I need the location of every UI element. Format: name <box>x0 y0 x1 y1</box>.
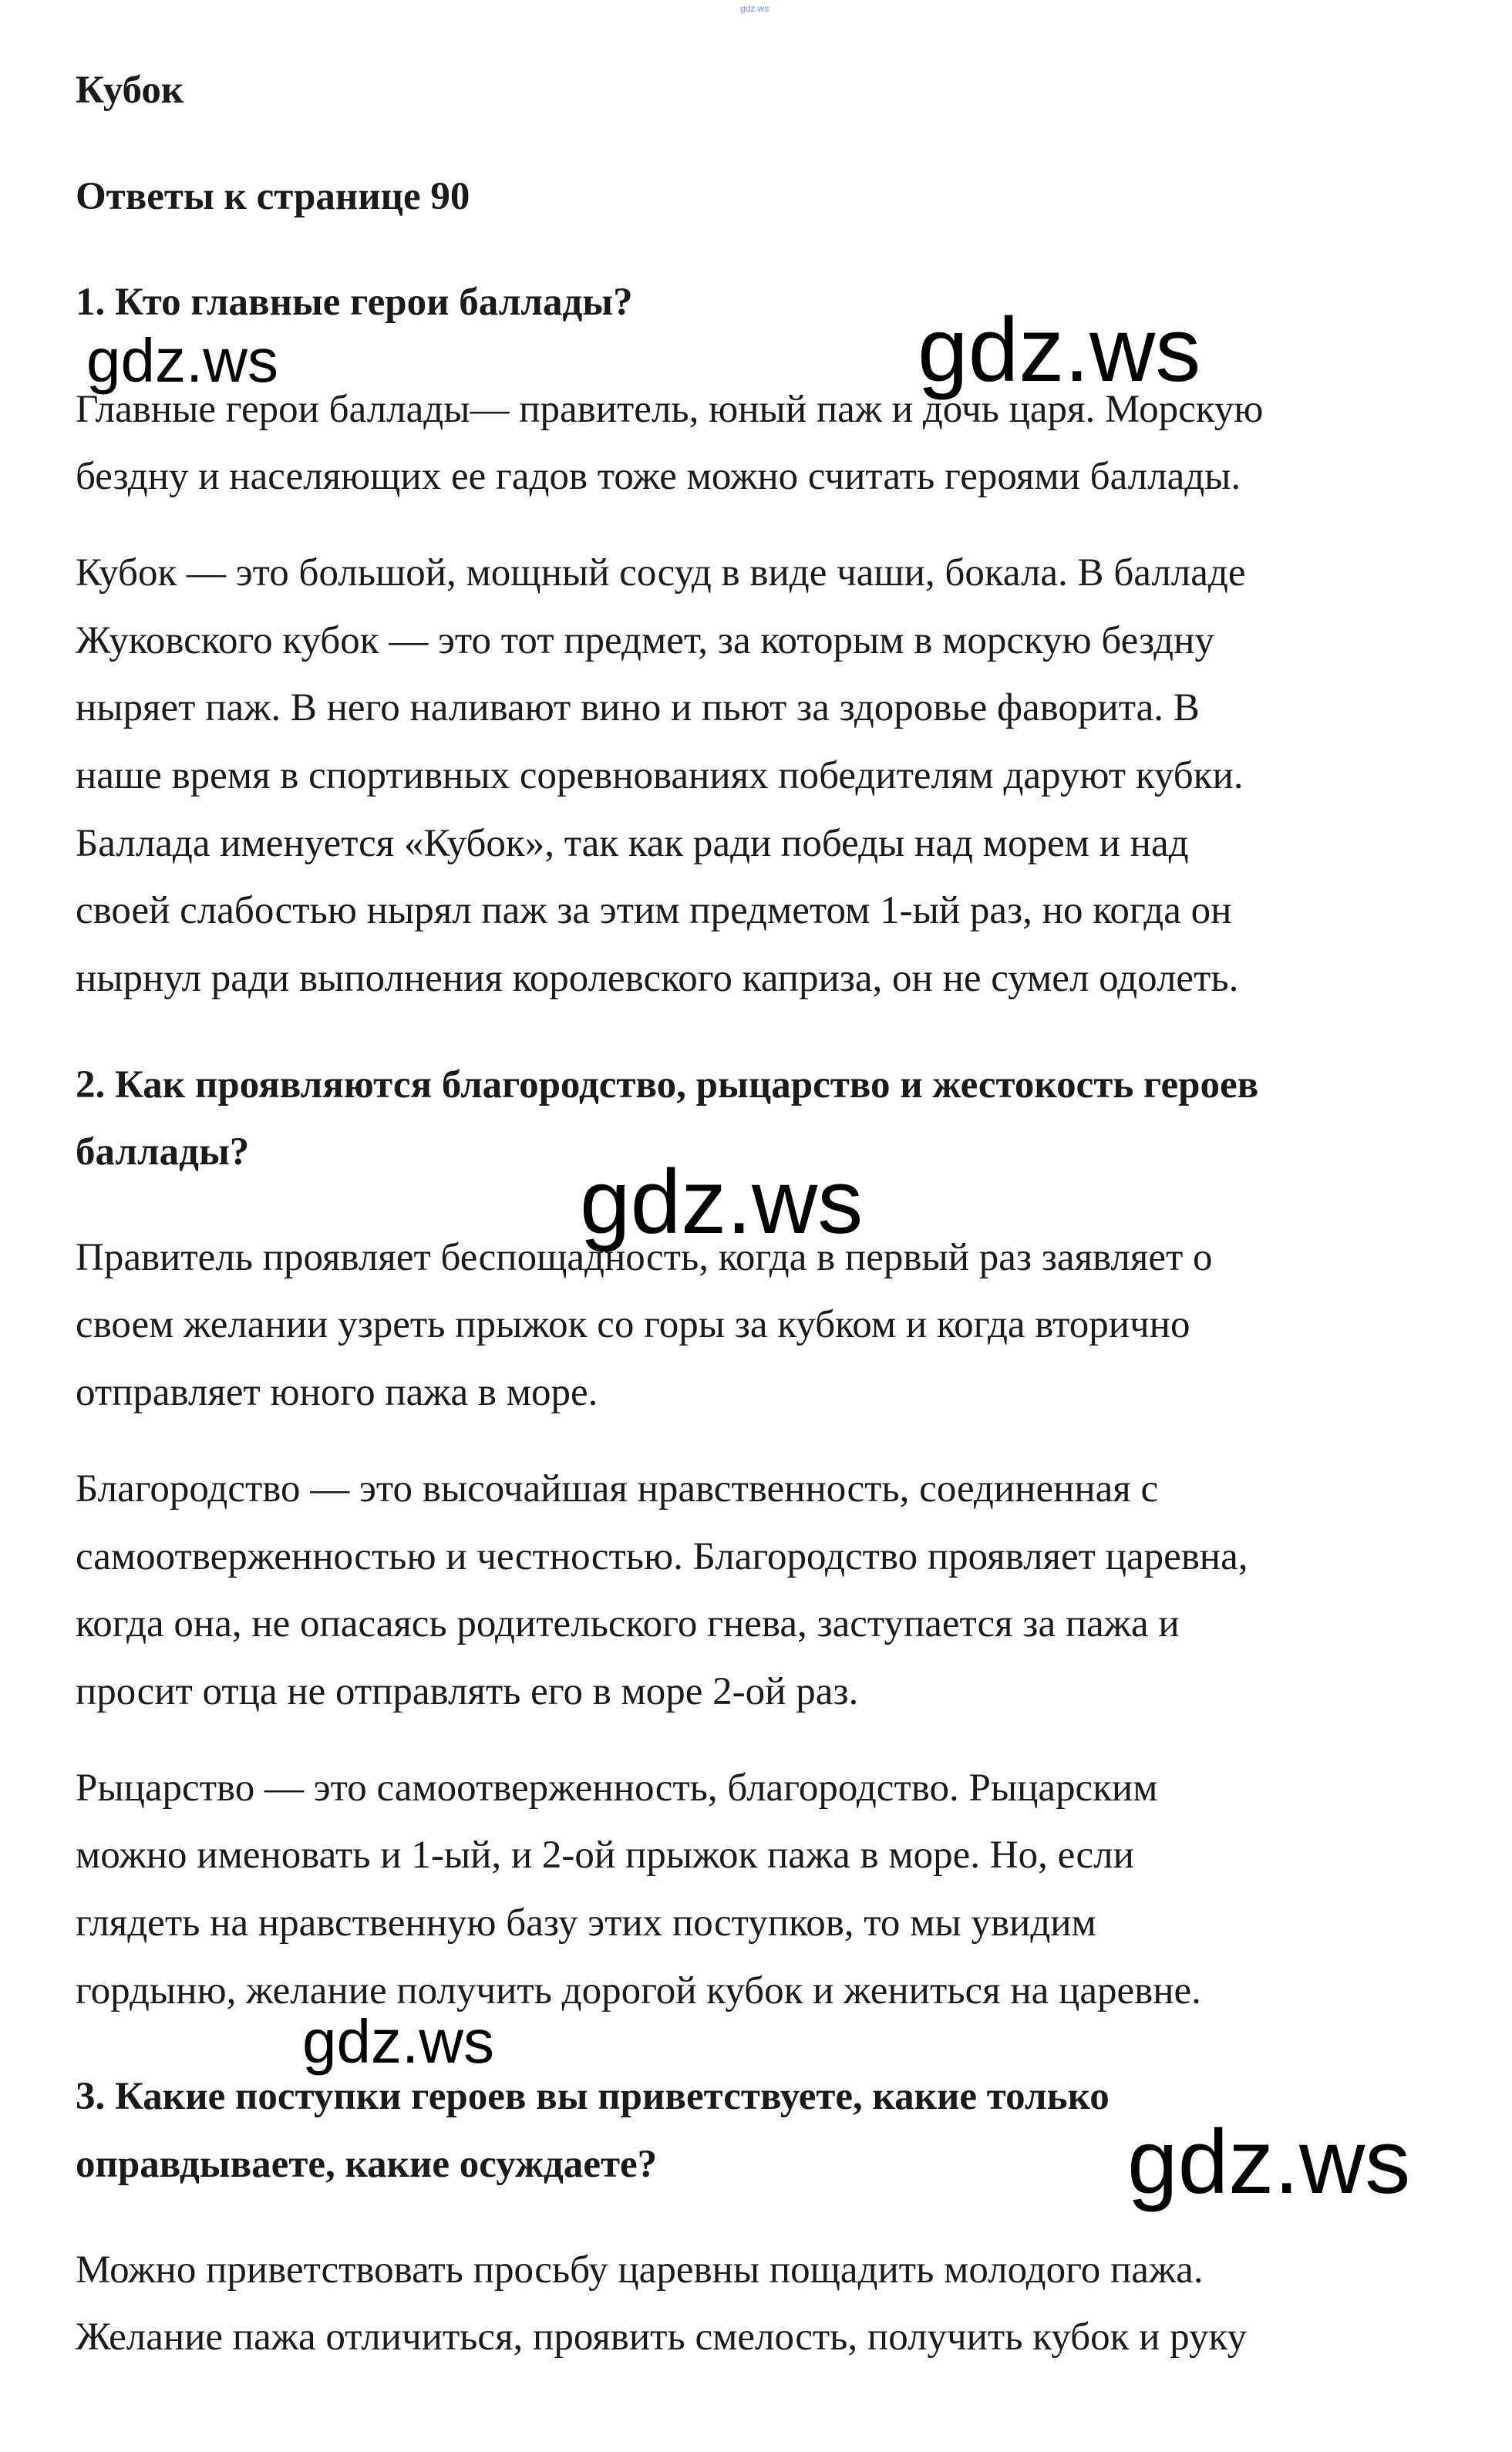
paragraph-line: Благородство — это высочайшая нравственность, соединенная с <box>76 1467 1159 1511</box>
question-2: 2. Как проявляются благородство, рыцарство и жестокость героев <box>76 1063 1259 1106</box>
question-2-continued: баллады? <box>76 1130 250 1174</box>
paragraph-line: Желание пажа отличиться, проявить смелость, получить кубок и руку <box>76 2316 1248 2359</box>
paragraph-line: Рыцарство — это самоотверженность, благородство. Рыцарским <box>76 1767 1158 1810</box>
paragraph-line: гордыню, желание получить дорогой кубок и жениться на царевне. <box>76 1969 1201 2012</box>
question-3: 3. Какие поступки героев вы приветствуете, какие только <box>76 2075 1110 2118</box>
paragraph-line: Жуковского кубок — это тот предмет, за которым в морскую бездну <box>76 619 1214 662</box>
paragraph-line: можно именовать и 1-ый, и 2-ой прыжок пажа в море. Но, если <box>76 1834 1134 1877</box>
watermark: gdz.ws <box>580 1151 864 1253</box>
paragraph-line: самоотверженностью и честностью. Благородство проявляет царевна, <box>76 1535 1248 1578</box>
watermark: gdz.ws <box>1127 2111 1411 2213</box>
paragraph-line: Правитель проявляет беспощадность, когда в первый раз заявляет о <box>76 1236 1213 1279</box>
paragraph-line: своем желании узреть прыжок со горы за кубком и когда вторично <box>76 1303 1190 1346</box>
question-1: 1. Кто главные герои баллады? <box>76 281 633 324</box>
paragraph-line: Главные герои баллады— правитель, юный паж и дочь царя. Морскую <box>76 388 1264 431</box>
paragraph-line: Баллада именуется «Кубок», так как ради победы над морем и над <box>76 822 1189 865</box>
header-watermark: gdz.ws <box>740 3 769 14</box>
paragraph-line: глядеть на нравственную базу этих поступков, то мы увидим <box>76 1901 1096 1945</box>
watermark: gdz.ws <box>86 326 278 395</box>
paragraph-line: Можно приветствовать просьбу царевны пощадить молодого пажа. <box>76 2248 1204 2292</box>
paragraph-line: ныряет паж. В него наливают вино и пьют за здоровье фаворита. В <box>76 686 1200 729</box>
paragraph-line: Кубок — это большой, мощный сосуд в виде чаши, бокала. В балладе <box>76 551 1246 594</box>
page-subtitle: Ответы к странице 90 <box>76 175 470 218</box>
paragraph-line: нырнул ради выполнения королевского каприза, он не сумел одолеть. <box>76 957 1239 1000</box>
paragraph-line: просит отца не отправлять его в море 2-ой раз. <box>76 1670 859 1713</box>
paragraph-line: бездну и населяющих ее гадов тоже можно считать героями баллады. <box>76 455 1241 498</box>
page-title: Кубок <box>76 69 184 112</box>
paragraph-line: своей слабостью нырял паж за этим предметом 1-ый раз, но когда он <box>76 889 1232 932</box>
watermark: gdz.ws <box>918 299 1201 401</box>
question-3-continued: оправдываете, какие осуждаете? <box>76 2143 658 2186</box>
paragraph-line: отправляет юного пажа в море. <box>76 1371 598 1414</box>
paragraph-line: когда она, не опасаясь родительского гнева, заступается за пажа и <box>76 1602 1180 1645</box>
watermark: gdz.ws <box>302 2007 494 2076</box>
paragraph-line: наше время в спортивных соревнованиях победителям даруют кубки. <box>76 754 1244 797</box>
